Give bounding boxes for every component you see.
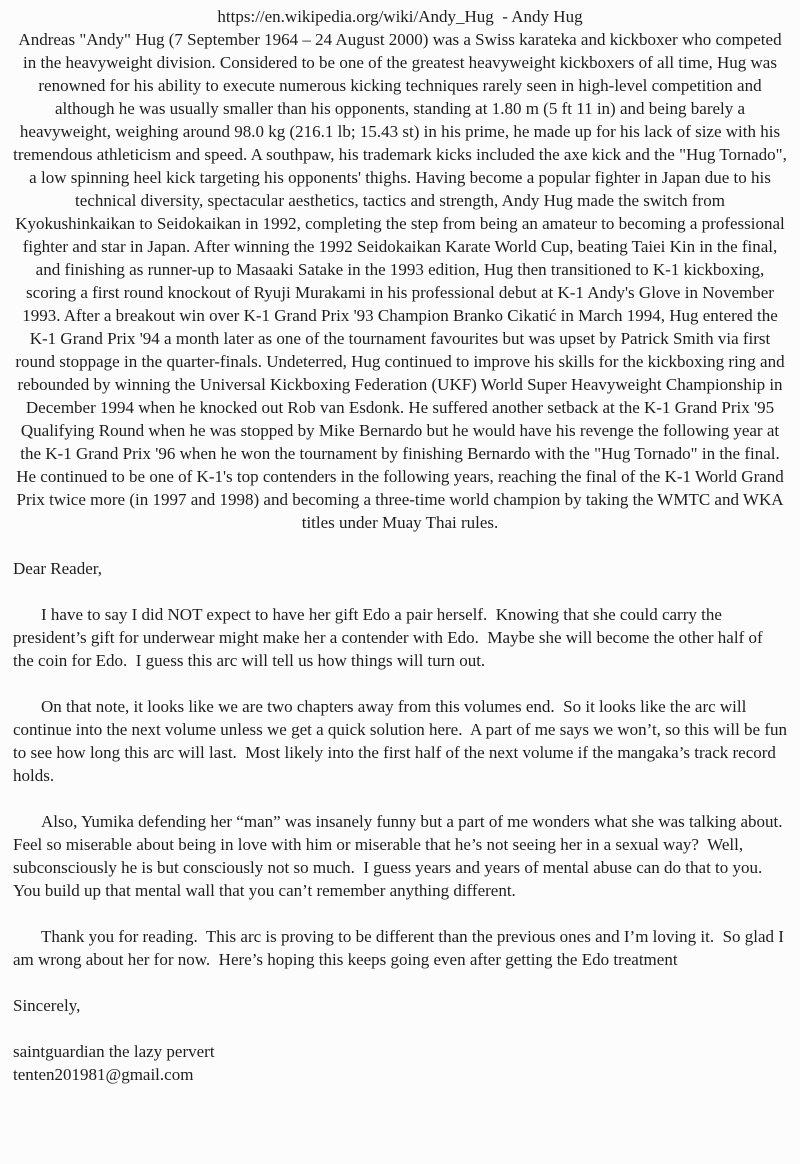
signature-email: tenten201981@gmail.com <box>13 1065 194 1084</box>
letter-paragraph: Thank you for reading. This arc is proving to be different than the previous ones and I’m loving it. So glad I am wrong about her for now. Here’s hoping this keeps going even after getting the Edo treatment <box>13 927 789 969</box>
letter <box>13 557 792 1086</box>
signature-name: saintguardian the lazy pervert <box>13 1042 215 1061</box>
letter-closing: Sincerely, <box>13 996 81 1015</box>
letter-paragraph: I have to say I did NOT expect to have her gift Edo a pair herself. Knowing that she could carry the president’s gift for underwear might make her a contender with Edo. Maybe she will become the other half of the coin for Edo. I guess this arc will tell us how things will turn out. <box>13 605 767 670</box>
wiki-excerpt-paragraph: Andreas "Andy" Hug (7 September 1964 – 24 August 2000) was a Swiss karateka and kickboxer who competed in the heavyweight division. Considered to be one of the greatest heavyweight kickboxers of all time, Hug was renowned for his ability to execute numerous kicking techniques rarely seen in high-level competition and although he was usually smaller than his opponents, standing at 1.80 m (5 ft 11 in) and being barely a heavyweight, weighing around 98.0 kg (216.1 lb; 15.43 st) in his prime, he made up for his lack of size with his tremendous athleticism and speed. A southpaw, his trademark kicks included the axe kick and the "Hug Tornado", a low spinning heel kick targeting his opponents' thighs. Having become a popular fighter in Japan due to his technical diversity, spectacular aesthetics, tactics and strength, Andy Hug made the switch from Kyokushinkaikan to Seidokaikan in 1992, completing the step from being an amateur to becoming a professional fighter and star in Japan. After winning the 1992 Seidokaikan Karate World Cup, beating Taiei Kin in the final, and finishing as runner-up to Masaaki Satake in the 1993 edition, Hug then transitioned to K-1 kickboxing, scoring a first round knockout of Ryuji Murakami in his professional debut at K-1 Andy's Glove in November 1993. After a breakout win over K-1 Grand Prix '93 Champion Branko Cikatić in March 1994, Hug entered the K-1 Grand Prix '94 a month later as one of the tournament favourites but was upset by Patrick Smith via first round stoppage in the quarter-finals. Undeterred, Hug continued to improve his skills for the kickboxing ring and rebounded by winning the Universal Kickboxing Federation (UKF) World Super Heavyweight Championship in December 1994 when he knocked out Rob van Esdonk. He suffered another setback at the K-1 Grand Prix '95 Qualifying Round when he was stopped by Mike Bernardo but he would have his revenge the following year at the K-1 Grand Prix '96 when he won the tournament by finishing Bernardo with the "Hug Tornado" in the final. He continued to be one of K-1's top contenders in the following years, reaching the final of the K-1 World Grand Prix twice more (in 1997 and 1998) and becoming a three-time world champion by taking the WMTC and WKA titles under Muay Thai rules. <box>13 30 792 532</box>
letter-salutation: Dear Reader, <box>13 559 102 578</box>
letter-paragraph: On that note, it looks like we are two chapters away from this volumes end. So it looks like the arc will continue into the next volume unless we get a quick solution here. A part of me says we won’t, so this will be fun to see how long this arc will last. Most likely into the first half of the next volume if the mangaka’s track record holds. <box>13 697 792 785</box>
document-title-url: https://en.wikipedia.org/wiki/Andy_Hug - Andy Hug <box>217 7 583 26</box>
letter-paragraph: Also, Yumika defending her “man” was insanely funny but a part of me wonders what she was talking about. Feel so miserable about being in love with him or miserable that he’s not seeing her in a sexual way? Well, subconsciously he is but consciously not so much. I guess years and years of mental abuse can do that to you. You build up that mental wall that you can’t remember anything different. <box>13 812 792 900</box>
